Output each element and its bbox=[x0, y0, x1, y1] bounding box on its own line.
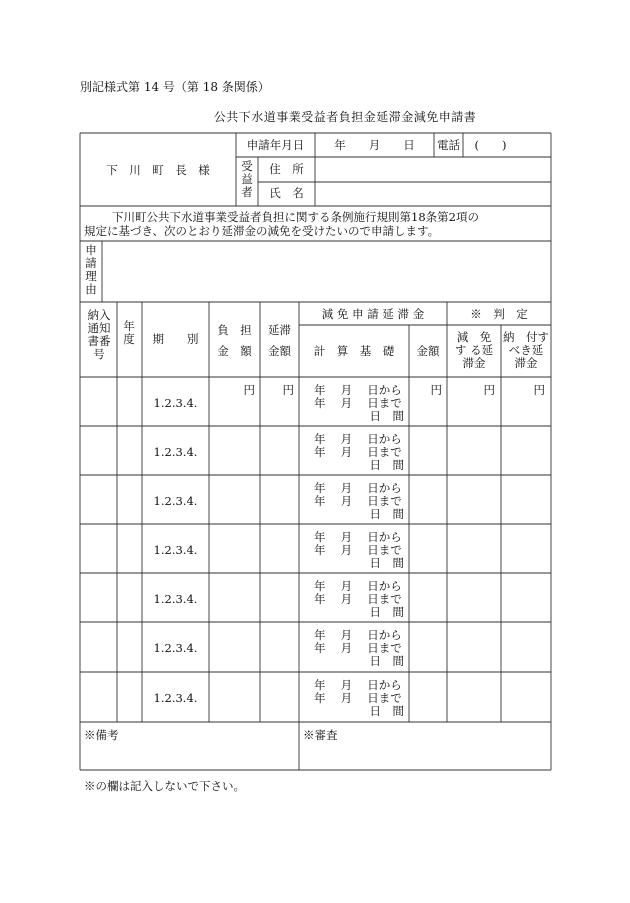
calc-from-cell: 年 月 日から bbox=[314, 628, 402, 642]
period-cell: 1.2.3.4. bbox=[153, 543, 198, 557]
header-calc-basis: 計 算 基 礎 bbox=[313, 344, 395, 358]
header-year: 年度 bbox=[123, 319, 135, 346]
header-overdue-1: 延滞 bbox=[268, 323, 291, 337]
reason-field[interactable] bbox=[103, 242, 550, 302]
name-field[interactable] bbox=[316, 184, 550, 206]
reduced-yen-cell: 円 bbox=[483, 383, 495, 397]
calc-from-cell: 年 月 日から bbox=[314, 383, 402, 397]
calc-to-cell: 年 月 日まで bbox=[314, 592, 402, 606]
calc-to-cell: 年 月 日まで bbox=[314, 543, 402, 557]
remarks-label: ※備考 bbox=[84, 728, 119, 742]
header-charge-2: 金 額 bbox=[217, 344, 252, 358]
beneficiary-label: 受益者 bbox=[241, 159, 253, 199]
header-period: 期 別 bbox=[152, 332, 199, 346]
period-cell: 1.2.3.4. bbox=[153, 641, 198, 655]
calc-from-cell: 年 月 日から bbox=[314, 432, 402, 446]
payable-yen-cell: 円 bbox=[533, 383, 545, 397]
calc-from-cell: 年 月 日から bbox=[314, 530, 402, 544]
calc-from-cell: 年 月 日から bbox=[314, 678, 402, 692]
header-reduction-title: 減 免 申 請 延 滞 金 bbox=[321, 307, 425, 321]
header-reduced-1: 減 免 bbox=[456, 330, 492, 344]
calc-to-cell: 年 月 日まで bbox=[314, 396, 402, 410]
calc-days-cell: 日 間 bbox=[369, 704, 404, 718]
document-title: 公共下水道事業受益者負担金延滞金減免申請書 bbox=[213, 110, 477, 124]
review-label: ※審査 bbox=[303, 728, 338, 742]
calc-to-cell: 年 月 日まで bbox=[314, 641, 402, 655]
header-payable-1: 納 付す bbox=[503, 330, 549, 344]
period-cell: 1.2.3.4. bbox=[153, 592, 198, 606]
header-charge-1: 負 担 bbox=[217, 323, 252, 337]
addressee: 下 川 町 長 様 bbox=[106, 163, 210, 177]
phone-label: 電話 bbox=[437, 138, 460, 152]
form-reference: 別記様式第 14 号（第 18 条関係） bbox=[80, 80, 270, 94]
statement-line-1: 下川町公共下水道事業受益者負担に関する条例施行規則第18条第2項の bbox=[112, 210, 479, 224]
address-label: 住 所 bbox=[269, 162, 304, 176]
footnote: ※の欄は記入しないで下さい。 bbox=[84, 779, 245, 793]
calc-days-cell: 日 間 bbox=[369, 654, 404, 668]
application-date-label: 申請年月日 bbox=[246, 138, 305, 152]
overdue-yen-cell: 円 bbox=[282, 383, 294, 397]
header-reduced-2: す る延 bbox=[454, 343, 494, 357]
calc-days-cell: 日 間 bbox=[369, 458, 404, 472]
period-cell: 1.2.3.4. bbox=[153, 494, 198, 508]
phone-field[interactable]: ( ) bbox=[474, 138, 507, 152]
period-cell: 1.2.3.4. bbox=[153, 396, 198, 410]
calc-days-cell: 日 間 bbox=[369, 556, 404, 570]
header-reduced-3: 滞金 bbox=[462, 356, 486, 370]
period-cell: 1.2.3.4. bbox=[153, 691, 198, 705]
name-label: 氏 名 bbox=[269, 186, 304, 200]
amount-yen-cell: 円 bbox=[430, 383, 442, 397]
calc-days-cell: 日 間 bbox=[369, 605, 404, 619]
calc-days-cell: 日 間 bbox=[369, 507, 404, 521]
address-field[interactable] bbox=[316, 159, 550, 181]
header-payable-3: 滞金 bbox=[514, 356, 538, 370]
calc-to-cell: 年 月 日まで bbox=[314, 691, 402, 705]
period-cell: 1.2.3.4. bbox=[153, 445, 198, 459]
reason-label: 申請理由 bbox=[85, 243, 97, 296]
calc-to-cell: 年 月 日まで bbox=[314, 445, 402, 459]
header-payable-2: べき延 bbox=[508, 343, 544, 357]
calc-to-cell: 年 月 日まで bbox=[314, 494, 402, 508]
header-notice-no: 納入通知書番号 bbox=[87, 308, 111, 361]
header-amount: 金額 bbox=[416, 344, 440, 358]
application-date-field[interactable]: 年 月 日 bbox=[334, 138, 415, 152]
header-judgment-title: ※ 判 定 bbox=[470, 307, 528, 321]
calc-from-cell: 年 月 日から bbox=[314, 579, 402, 593]
calc-from-cell: 年 月 日から bbox=[314, 481, 402, 495]
calc-days-cell: 日 間 bbox=[369, 409, 404, 423]
statement-line-2: 規定に基づき、次のとおり延滞金の減免を受けたいので申請します。 bbox=[84, 224, 440, 238]
header-overdue-2: 金額 bbox=[268, 344, 291, 358]
charge-yen-cell: 円 bbox=[243, 383, 255, 397]
